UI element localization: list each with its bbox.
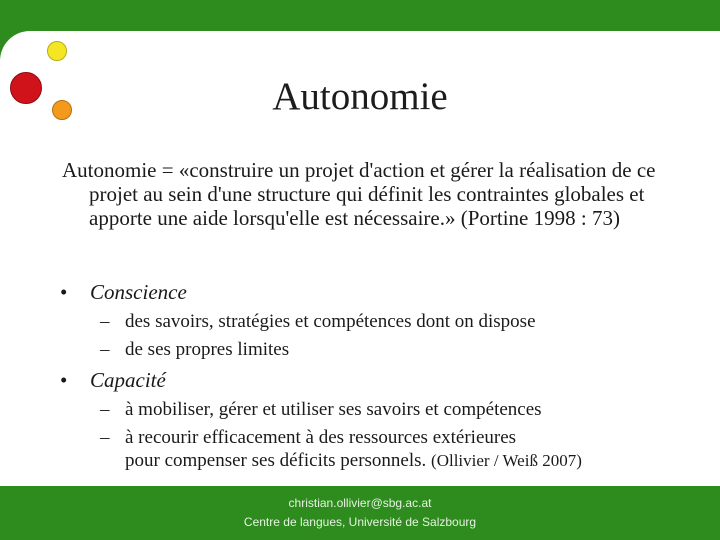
sub-item-dash: – xyxy=(100,427,110,448)
slide-title-text: Autonomie xyxy=(272,75,448,118)
footer xyxy=(0,486,720,540)
bullet-capacite xyxy=(60,368,166,393)
bullet-marker: • xyxy=(60,280,68,304)
definition-paragraph xyxy=(62,158,689,230)
sub-item xyxy=(100,338,680,362)
sub-item-continuation xyxy=(125,450,685,472)
bullet-label: Capacité xyxy=(90,368,166,392)
sub-item xyxy=(100,398,680,422)
header-band xyxy=(0,0,720,31)
sub-item-text: de ses propres limites xyxy=(125,339,290,360)
continuation-text: pour compenser ses déficits personnels. xyxy=(125,450,427,471)
sub-item xyxy=(100,426,680,450)
sub-item-dash: – xyxy=(100,339,110,360)
definition-text: = «construire un projet d'action et gérer la réalisation de ce projet au sein d'une structure qui définit les contraintes globales et apporte une aide lorsqu'elle est nécessaire.» (Portine 1998 : 73) xyxy=(89,158,656,230)
footer-affiliation: Centre de langues, Université de Salzbourg xyxy=(243,515,477,529)
sub-item-text: à recourir efficacement à des ressources extérieures xyxy=(125,427,517,448)
sub-item xyxy=(100,310,680,334)
citation: (Ollivier / Weiß 2007) xyxy=(431,451,582,470)
sub-item-dash: – xyxy=(100,399,110,420)
sub-item-dash: – xyxy=(100,311,110,332)
footer-email: christian.ollivier@sbg.ac.at xyxy=(288,496,432,510)
bullet-label: Conscience xyxy=(90,280,187,304)
sub-item-text: à mobiliser, gérer et utiliser ses savoirs et compétences xyxy=(125,399,542,420)
definition-term: Autonomie xyxy=(62,158,157,182)
bullet-conscience xyxy=(60,280,187,305)
sub-item-text: des savoirs, stratégies et compétences dont on dispose xyxy=(125,311,536,332)
slide-title xyxy=(0,74,720,119)
yellow-dot-decoration xyxy=(47,41,67,61)
bullet-marker: • xyxy=(60,368,68,392)
